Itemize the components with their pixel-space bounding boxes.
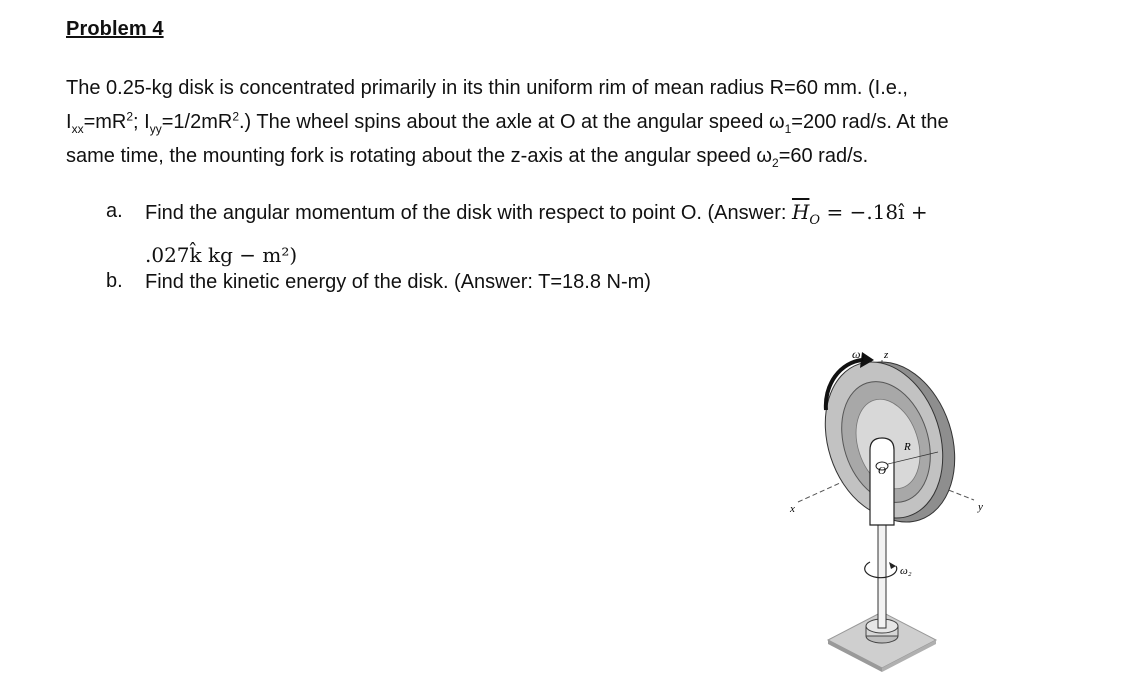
omega1-label: ω₁ [852,347,865,361]
part-a-marker: a. [106,200,123,222]
vertical-shaft [878,520,886,628]
part-b: Find the kinetic energy of the disk. (Answer: T=18.8 N-m) [145,271,651,293]
statement-line-3: same time, the mounting fork is rotating about the z-axis at the angular speed $\omega_2=60$ rad/s. [66,145,869,170]
disk-fork-figure [770,330,1020,694]
answer-a-line-2: .027k̂ kg − m²) [145,243,298,267]
statement-line-2: $I_{xx}=mR^2$; $I_{yy}=1/2mR^2$.) The wheel spins about the axle at O at the angular speed $\omega_1=200$ rad/s. At the [66,109,949,136]
z-label: z [884,349,889,361]
part-a [145,195,1045,273]
omega2-label: ω₂ [900,565,912,577]
answer-a-rest: = −.18î + [820,200,928,224]
r-label: R [904,441,911,453]
answer-h-sub: O [809,213,821,228]
x-label: x [790,503,795,515]
y-label: y [978,501,983,513]
problem-statement [66,71,1056,173]
statement-line-1: The 0.25-kg disk is concentrated primarily in its thin uniform rim of mean radius R=60 mm. (I.e., [66,77,908,99]
o-label: O [878,465,886,477]
omega2-arrowhead [889,562,896,569]
mounting-fork [870,438,894,525]
part-a-text: Find the angular momentum of the disk with respect to point O. (Answer: [145,202,792,224]
answer-h: $\overline{H}$ [791,200,810,224]
part-b-marker: b. [106,270,123,292]
problem-title: Problem 4 [66,18,164,40]
